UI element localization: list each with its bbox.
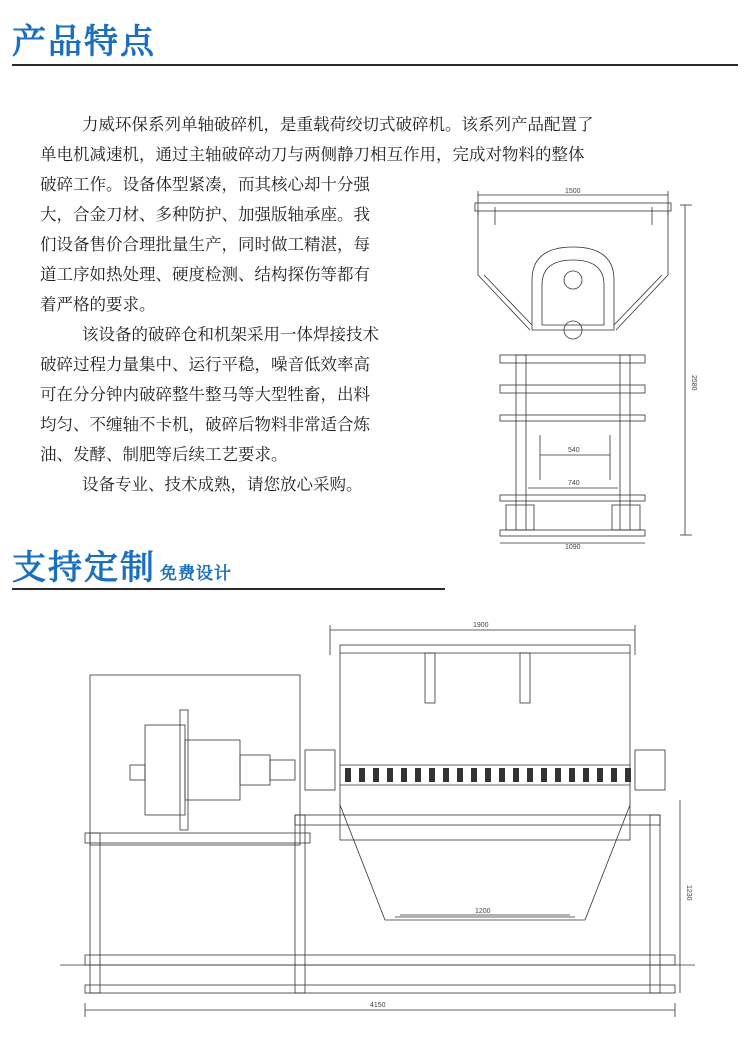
knife-tooth <box>471 768 477 782</box>
knife-tooth <box>429 768 435 782</box>
section-divider-2 <box>12 588 445 590</box>
knife-tooth <box>569 768 575 782</box>
body-line: 破碎工作。设备体型紧凑，而其核心却十分强 <box>40 175 370 194</box>
knife-tooth <box>485 768 491 782</box>
knife-tooth <box>373 768 379 782</box>
dim-front-540: 540 <box>568 447 580 454</box>
body-line: 均匀、不缠轴不卡机，破碎后物料非常适合炼 <box>40 415 370 434</box>
knife-tooth <box>597 768 603 782</box>
section-title-custom <box>12 540 232 589</box>
body-line: 着严格的要求。 <box>40 295 156 314</box>
side-view-drawing <box>55 615 695 1025</box>
body-line: 可在分分钟内破碎整牛整马等大型牲畜，出料 <box>40 385 370 404</box>
dim-front-1090: 1090 <box>565 544 581 550</box>
knife-tooth <box>583 768 589 782</box>
dim-front-1500: 1500 <box>565 188 581 195</box>
front-view-drawing <box>470 185 700 550</box>
dim-front-740: 740 <box>568 480 580 487</box>
intro-line: 力威环保系列单轴破碎机，是重载荷绞切式破碎机。该系列产品配置了 <box>82 115 594 134</box>
dim-side-1900: 1900 <box>473 622 489 629</box>
section-subtitle: 免费设计 <box>160 564 232 584</box>
body-line: 们设备售价合理批量生产，同时做工精湛，每 <box>40 235 370 254</box>
knife-tooth <box>513 768 519 782</box>
intro-line: 单电机减速机，通过主轴破碎动刀与两侧静刀相互作用，完成对物料的整体 <box>40 145 585 164</box>
section-divider <box>12 64 738 66</box>
section-title-features: 产品特点 <box>12 22 156 62</box>
knife-tooth <box>527 768 533 782</box>
knife-tooth <box>457 768 463 782</box>
body-paragraph <box>40 170 460 500</box>
knife-tooth <box>625 768 631 782</box>
body-line: 大，合金刀材、多种防护、加强版轴承座。我 <box>40 205 370 224</box>
knife-tooth <box>499 768 505 782</box>
knife-tooth <box>345 768 351 782</box>
dim-side-1200: 1200 <box>475 908 491 915</box>
knife-tooth <box>443 768 449 782</box>
dim-front-2580: 2580 <box>690 375 697 391</box>
knife-tooth <box>359 768 365 782</box>
section-title-custom-text: 支持定制 <box>12 548 156 588</box>
knife-tooth <box>555 768 561 782</box>
body-line: 破碎过程力量集中、运行平稳，噪音低效率高 <box>40 355 370 374</box>
dim-side-1230: 1230 <box>685 885 692 901</box>
knife-tooth <box>415 768 421 782</box>
knife-tooth <box>387 768 393 782</box>
knife-tooth <box>401 768 407 782</box>
body-line: 设备专业、技术成熟，请您放心采购。 <box>82 475 363 494</box>
body-line: 该设备的破碎仓和机架采用一体焊接技术 <box>82 325 379 344</box>
body-line: 油、发酵、制肥等后续工艺要求。 <box>40 445 288 464</box>
knife-tooth <box>541 768 547 782</box>
dim-side-4150: 4150 <box>370 1002 386 1009</box>
intro-paragraph <box>40 110 720 170</box>
body-line: 道工序如热处理、硬度检测、结构探伤等都有 <box>40 265 370 284</box>
knife-teeth <box>345 768 631 782</box>
knife-tooth <box>611 768 617 782</box>
